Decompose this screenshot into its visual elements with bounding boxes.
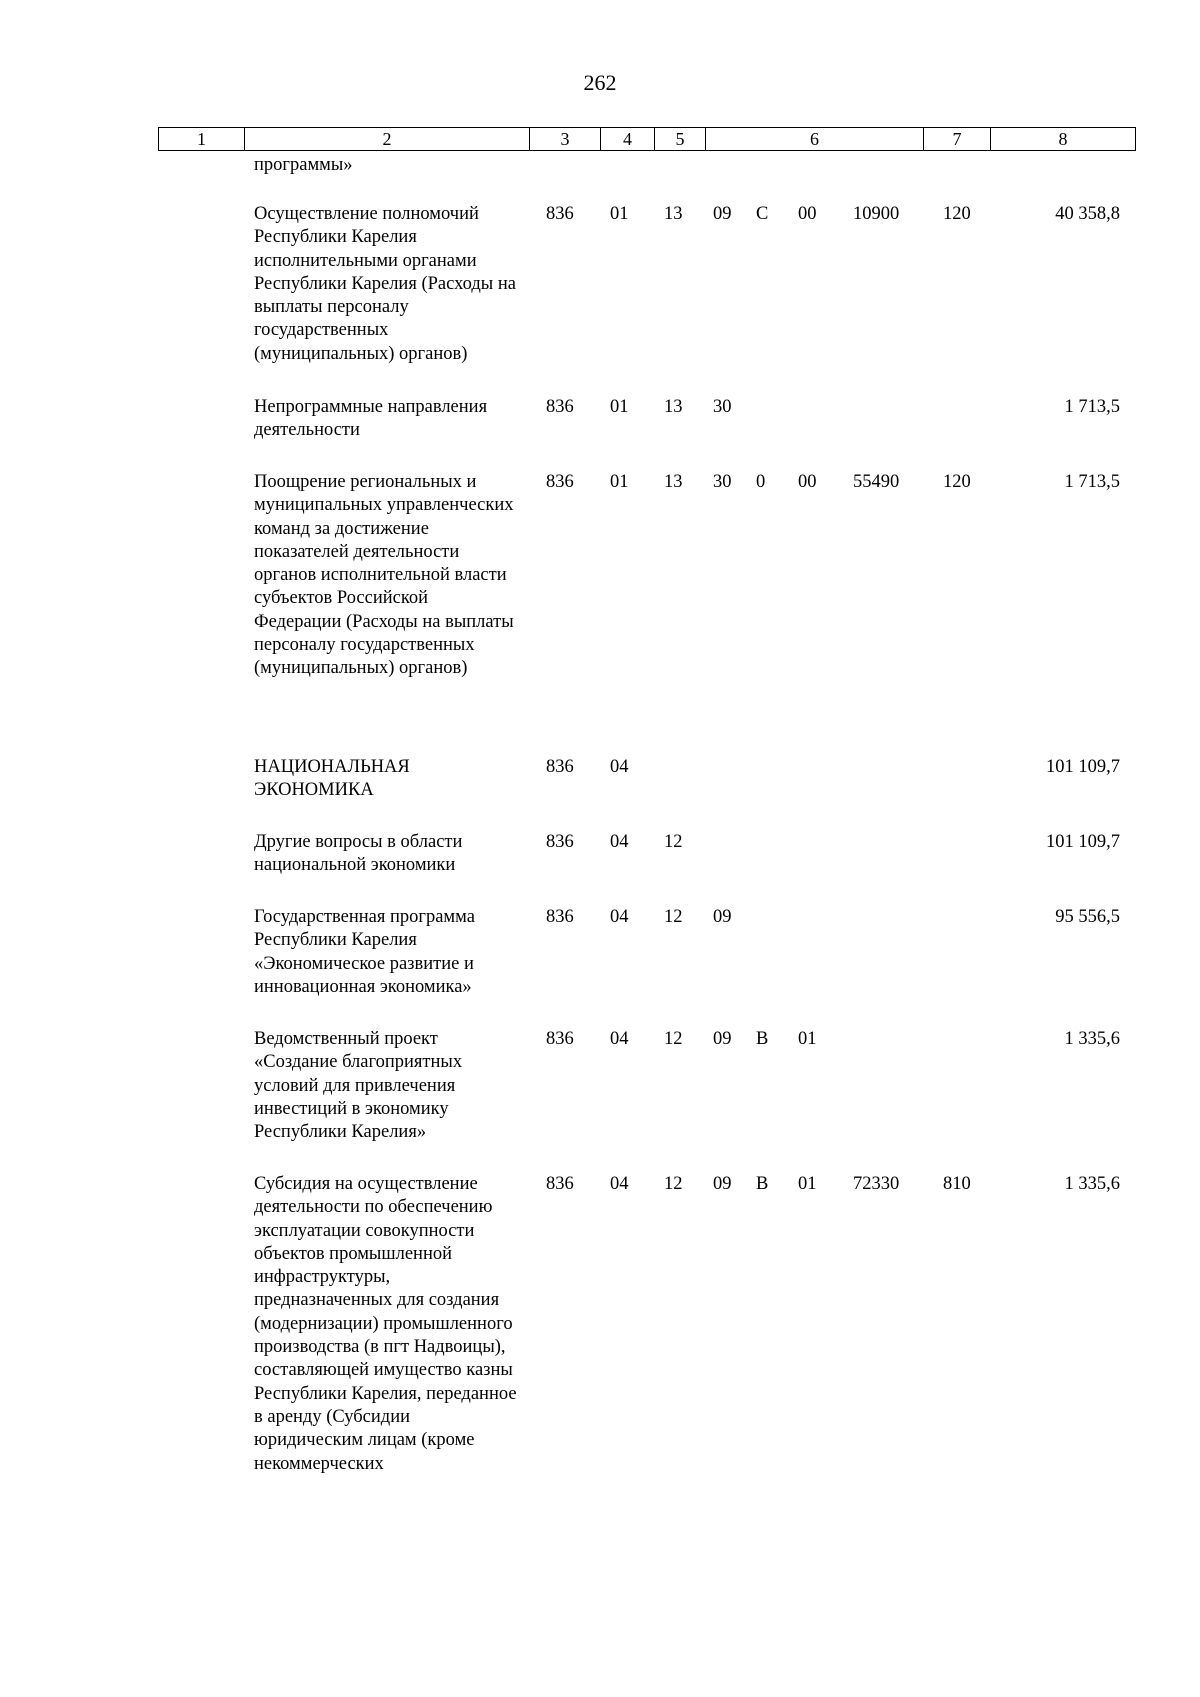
razdel-code: 01 bbox=[610, 397, 629, 417]
column-header-row bbox=[159, 128, 1136, 151]
expense-type-code: 120 bbox=[943, 204, 971, 224]
podrazdel-code: 13 bbox=[664, 472, 683, 492]
program-code: 09 bbox=[713, 1174, 732, 1194]
column-header: 3 bbox=[530, 128, 601, 151]
program-code: 09 bbox=[713, 1029, 732, 1049]
ved-code: 836 bbox=[546, 1174, 574, 1194]
podrazdel-code: 13 bbox=[664, 204, 683, 224]
event-code: 01 bbox=[798, 1029, 817, 1049]
amount: 1 713,5 bbox=[1064, 472, 1120, 492]
amount: 95 556,5 bbox=[1055, 907, 1120, 927]
subprogram-code: 0 bbox=[756, 472, 766, 492]
page-number: 262 bbox=[583, 70, 617, 95]
ved-code: 836 bbox=[546, 1029, 574, 1049]
amount: 1 335,6 bbox=[1064, 1029, 1120, 1049]
item-name: Поощрение региональных и муниципальных управленческих команд за достижение показателей деятельности органов исполнительной власти субъектов Российской Федерации (Расходы на выплаты персоналу государственных (муниципальных) органов) bbox=[254, 472, 514, 679]
item-name: Субсидия на осуществление деятельности по обеспечению эксплуатации совокупности объектов промышленной инфраструктуры, предназначенных для создания (модернизации) промышленного производства (в пгт Надвоицы), составляющей имущество казны Республики Карелия, переданное в аренду (Субсидии юридическим лицам (кроме некоммерческих bbox=[254, 1174, 517, 1474]
podrazdel-code: 12 bbox=[664, 1174, 683, 1194]
direction-code: 10900 bbox=[853, 204, 900, 224]
ved-code: 836 bbox=[546, 397, 574, 417]
razdel-code: 04 bbox=[610, 832, 629, 852]
ved-code: 836 bbox=[546, 832, 574, 852]
amount: 40 358,8 bbox=[1055, 204, 1120, 224]
subprogram-code: В bbox=[756, 1029, 769, 1049]
razdel-code: 04 bbox=[610, 1029, 629, 1049]
direction-code: 72330 bbox=[853, 1174, 900, 1194]
ved-code: 836 bbox=[546, 204, 574, 224]
column-header: 2 bbox=[245, 128, 530, 151]
event-code: 00 bbox=[798, 472, 817, 492]
ved-code: 836 bbox=[546, 472, 574, 492]
ved-code: 836 bbox=[546, 907, 574, 927]
item-name: Непрограммные направления деятельности bbox=[254, 397, 488, 441]
amount: 1 335,6 bbox=[1064, 1174, 1120, 1194]
program-code: 09 bbox=[713, 907, 732, 927]
razdel-code: 01 bbox=[610, 472, 629, 492]
item-name: Государственная программа Республики Карелия «Экономическое развитие и инновационная экономика» bbox=[254, 907, 475, 997]
amount: 101 109,7 bbox=[1046, 832, 1120, 852]
event-code: 01 bbox=[798, 1174, 817, 1194]
subprogram-code: В bbox=[756, 1174, 769, 1194]
direction-code: 55490 bbox=[853, 472, 900, 492]
column-header: 8 bbox=[991, 128, 1136, 151]
column-header-table bbox=[158, 127, 1136, 151]
item-name: Осуществление полномочий Республики Карелия исполнительными органами Республики Карелия (Расходы на выплаты персоналу государственных (муниципальных) органов) bbox=[254, 204, 516, 364]
item-name: НАЦИОНАЛЬНАЯ ЭКОНОМИКА bbox=[254, 757, 410, 801]
program-code: 30 bbox=[713, 397, 732, 417]
column-header: 6 bbox=[706, 128, 924, 151]
event-code: 00 bbox=[798, 204, 817, 224]
column-header: 4 bbox=[601, 128, 655, 151]
ved-code: 836 bbox=[546, 757, 574, 777]
column-header: 7 bbox=[924, 128, 991, 151]
razdel-code: 04 bbox=[610, 1174, 629, 1194]
razdel-code: 01 bbox=[610, 204, 629, 224]
razdel-code: 04 bbox=[610, 757, 629, 777]
podrazdel-code: 12 bbox=[664, 1029, 683, 1049]
subprogram-code: С bbox=[756, 204, 769, 224]
program-code: 30 bbox=[713, 472, 732, 492]
item-name: программы» bbox=[254, 155, 353, 175]
expense-type-code: 810 bbox=[943, 1174, 971, 1194]
item-name: Ведомственный проект «Создание благоприятных условий для привлечения инвестиций в экономику Республики Карелия» bbox=[254, 1029, 463, 1143]
podrazdel-code: 12 bbox=[664, 832, 683, 852]
column-header: 5 bbox=[655, 128, 706, 151]
expense-type-code: 120 bbox=[943, 472, 971, 492]
item-name: Другие вопросы в области национальной экономики bbox=[254, 832, 463, 876]
program-code: 09 bbox=[713, 204, 732, 224]
column-header: 1 bbox=[159, 128, 245, 151]
razdel-code: 04 bbox=[610, 907, 629, 927]
podrazdel-code: 13 bbox=[664, 397, 683, 417]
amount: 1 713,5 bbox=[1064, 397, 1120, 417]
amount: 101 109,7 bbox=[1046, 757, 1120, 777]
podrazdel-code: 12 bbox=[664, 907, 683, 927]
